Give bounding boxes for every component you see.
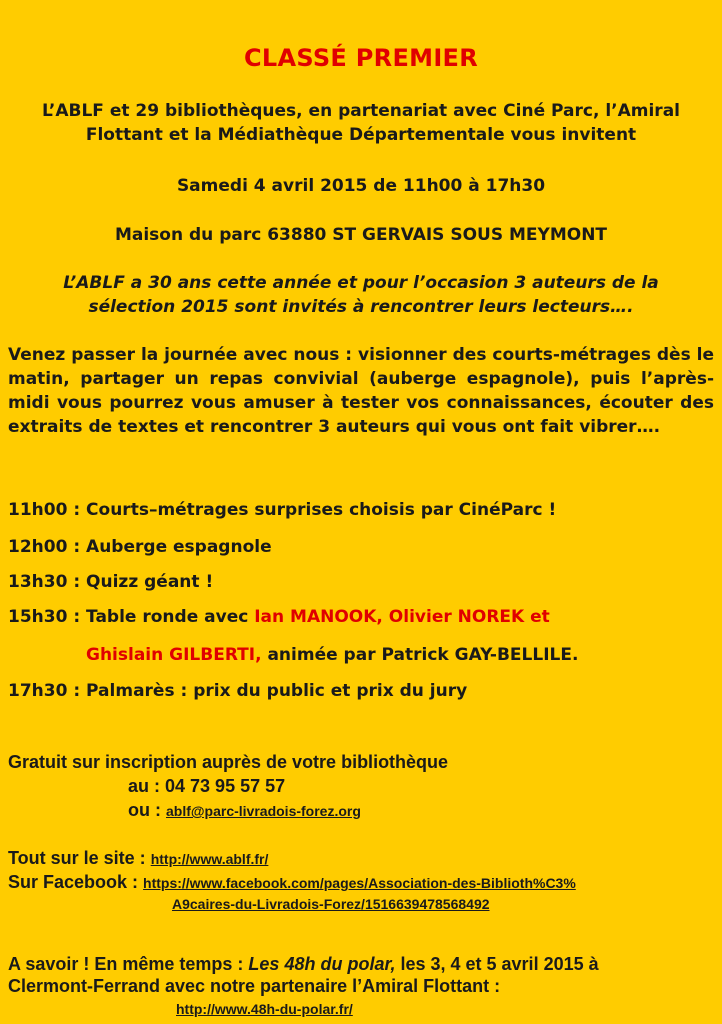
- anniversary-text: [0, 271, 722, 319]
- site-label: Tout sur le site :: [8, 848, 151, 868]
- schedule-item: 12h00 : Auberge espagnole: [8, 537, 272, 557]
- schedule-item-text: 15h30 : Table ronde avec: [8, 607, 255, 627]
- site-row: [8, 848, 268, 869]
- event-date: Samedi 4 avril 2015 de 11h00 à 17h30: [176, 176, 546, 196]
- footer-notice: [8, 954, 599, 975]
- description-line: l’après-midi vous pourrez vous amuser à tester vos connaissances,: [8, 369, 714, 413]
- schedule-item-continuation: [86, 645, 578, 665]
- facebook-link[interactable]: A9caires-du-Livradois-Forez/1516639478568492: [172, 896, 490, 912]
- schedule-item: 11h00 : Courts–métrages surprises choisis par CinéParc !: [8, 500, 557, 520]
- intro-line: Flottant et la Médiathèque Départementale vous invitent: [85, 125, 637, 145]
- email-label: ou :: [128, 800, 166, 820]
- description-line: vibrer….: [579, 417, 661, 437]
- anniversary-line: sélection 2015 sont invités à rencontrer leurs lecteurs….: [88, 297, 634, 317]
- author-name: Ghislain GILBERTI,: [86, 645, 262, 665]
- email-link[interactable]: ablf@parc-livradois-forez.org: [166, 803, 361, 819]
- email-row: [128, 800, 361, 821]
- facebook-link-continuation: [172, 893, 490, 914]
- facebook-link[interactable]: https://www.facebook.com/pages/Association-des-Biblioth%C3%: [143, 875, 576, 891]
- author-names: Ian MANOOK, Olivier NOREK: [254, 607, 525, 627]
- footer-url-row: [176, 998, 353, 1019]
- intro-text: [0, 99, 722, 147]
- festival-name: Les 48h du polar,: [248, 954, 396, 974]
- schedule-item: [8, 607, 550, 627]
- festival-link[interactable]: http://www.48h-du-polar.fr/: [176, 1001, 353, 1017]
- event-description: [8, 343, 714, 439]
- phone-number: 04 73 95 57 57: [165, 776, 286, 796]
- facebook-label: Sur Facebook :: [8, 872, 144, 892]
- description-line: écouter des extraits de textes et rencontrer 3 auteurs qui vous ont fait: [8, 393, 714, 437]
- footer-suffix: les 3, 4 et 5 avril 2015 à: [395, 954, 599, 974]
- schedule-item: 17h30 : Palmarès : prix du public et prix du jury: [8, 681, 468, 701]
- footer-line: Clermont-Ferrand avec notre partenaire l’Amiral Flottant :: [8, 976, 501, 996]
- schedule-item: 13h30 : Quizz géant !: [8, 572, 214, 592]
- registration-text: Gratuit sur inscription auprès de votre bibliothèque: [8, 752, 449, 772]
- anniversary-line: L’ABLF a 30 ans cette année et pour l’occasion 3 auteurs de la: [63, 273, 659, 293]
- moderator-text: animée par Patrick GAY-BELLILE.: [261, 645, 579, 665]
- intro-line: L’ABLF et 29 bibliothèques, en partenariat avec Ciné Parc, l’Amiral: [41, 101, 680, 121]
- phone-label: au :: [128, 776, 166, 796]
- description-line: dès le matin, partager un repas convivial (auberge espagnole), puis: [8, 345, 714, 389]
- footer-prefix: A savoir ! En même temps :: [8, 954, 249, 974]
- page-title: CLASSÉ PREMIER: [243, 44, 479, 72]
- site-link[interactable]: http://www.ablf.fr/: [150, 851, 269, 867]
- phone-row: [128, 776, 285, 797]
- description-line: Venez passer la journée avec nous : visionner des courts-métrages: [8, 345, 651, 365]
- facebook-row: [8, 872, 576, 893]
- event-venue: Maison du parc 63880 ST GERVAIS SOUS MEYMONT: [114, 225, 608, 245]
- author-conjunction: et: [524, 607, 550, 627]
